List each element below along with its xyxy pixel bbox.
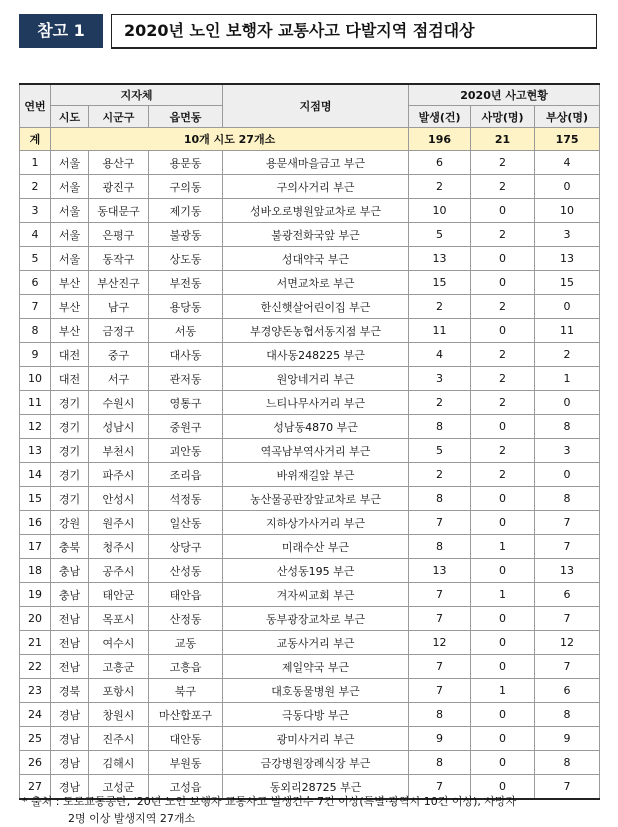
occurrences-cell: 13 <box>409 559 471 583</box>
sigungu-cell: 광진구 <box>89 175 149 199</box>
deaths-cell: 0 <box>471 487 535 511</box>
occurrences-cell: 2 <box>409 295 471 319</box>
sido-cell: 강원 <box>51 511 89 535</box>
location-cell: 구의사거리 부근 <box>223 175 409 199</box>
table-row <box>20 367 600 391</box>
deaths-cell: 0 <box>471 559 535 583</box>
sido-cell: 서울 <box>51 151 89 175</box>
occurrences-cell: 3 <box>409 367 471 391</box>
occurrences-cell: 15 <box>409 271 471 295</box>
table-row <box>20 535 600 559</box>
dong-cell: 산정동 <box>149 607 223 631</box>
row-number: 3 <box>20 199 51 223</box>
table-row <box>20 151 600 175</box>
row-number: 19 <box>20 583 51 607</box>
table-row <box>20 679 600 703</box>
row-number: 11 <box>20 391 51 415</box>
footnote-line-2: 2명 이상 발생지역 27개소 <box>68 812 196 825</box>
dong-cell: 괴안동 <box>149 439 223 463</box>
injuries-cell: 13 <box>535 247 600 271</box>
location-cell: 성대약국 부근 <box>223 247 409 271</box>
occurrences-cell: 9 <box>409 727 471 751</box>
location-cell: 미래수산 부근 <box>223 535 409 559</box>
dong-cell: 제기동 <box>149 199 223 223</box>
source-footnote <box>22 793 594 827</box>
deaths-cell: 0 <box>471 319 535 343</box>
deaths-cell: 2 <box>471 223 535 247</box>
sido-cell: 전남 <box>51 607 89 631</box>
occurrences-cell: 8 <box>409 415 471 439</box>
injuries-cell: 7 <box>535 607 600 631</box>
sido-cell: 전남 <box>51 655 89 679</box>
dong-cell: 용당동 <box>149 295 223 319</box>
sigungu-cell: 목포시 <box>89 607 149 631</box>
table-row <box>20 223 600 247</box>
table-row <box>20 559 600 583</box>
location-cell: 불광전화국앞 부근 <box>223 223 409 247</box>
deaths-cell: 0 <box>471 199 535 223</box>
dong-cell: 태안읍 <box>149 583 223 607</box>
occurrences-cell: 2 <box>409 175 471 199</box>
sigungu-cell: 중구 <box>89 343 149 367</box>
deaths-cell: 0 <box>471 631 535 655</box>
table-row <box>20 415 600 439</box>
sido-cell: 경기 <box>51 391 89 415</box>
total-summary: 10개 시도 27개소 <box>51 128 409 151</box>
occurrences-cell: 7 <box>409 607 471 631</box>
row-number: 13 <box>20 439 51 463</box>
injuries-cell: 3 <box>535 223 600 247</box>
injuries-cell: 7 <box>535 775 600 800</box>
location-cell: 지하상가사거리 부근 <box>223 511 409 535</box>
deaths-cell: 0 <box>471 751 535 775</box>
total-row <box>20 128 600 151</box>
injuries-cell: 6 <box>535 583 600 607</box>
table-row <box>20 247 600 271</box>
injuries-cell: 2 <box>535 343 600 367</box>
table-row <box>20 439 600 463</box>
sigungu-cell: 안성시 <box>89 487 149 511</box>
location-cell: 용문새마을금고 부근 <box>223 151 409 175</box>
table-row <box>20 175 600 199</box>
dong-cell: 일산동 <box>149 511 223 535</box>
sigungu-cell: 용산구 <box>89 151 149 175</box>
total-label: 계 <box>20 128 51 151</box>
row-number: 4 <box>20 223 51 247</box>
sido-cell: 서울 <box>51 223 89 247</box>
occurrences-cell: 8 <box>409 703 471 727</box>
injuries-cell: 3 <box>535 439 600 463</box>
dong-cell: 대사동 <box>149 343 223 367</box>
occurrences-cell: 8 <box>409 487 471 511</box>
total-occurrences: 196 <box>409 128 471 151</box>
injuries-cell: 7 <box>535 535 600 559</box>
location-cell: 광미사거리 부근 <box>223 727 409 751</box>
table-row <box>20 391 600 415</box>
row-number: 12 <box>20 415 51 439</box>
row-number: 26 <box>20 751 51 775</box>
row-number: 7 <box>20 295 51 319</box>
deaths-cell: 2 <box>471 343 535 367</box>
location-cell: 제일약국 부근 <box>223 655 409 679</box>
table-row <box>20 343 600 367</box>
page-title: 2020년 노인 보행자 교통사고 다발지역 점검대상 <box>124 21 475 40</box>
deaths-cell: 0 <box>471 655 535 679</box>
dong-cell: 고성읍 <box>149 775 223 800</box>
deaths-cell: 0 <box>471 511 535 535</box>
injuries-cell: 7 <box>535 511 600 535</box>
location-cell: 동부광장교차로 부근 <box>223 607 409 631</box>
injuries-cell: 9 <box>535 727 600 751</box>
sigungu-cell: 수원시 <box>89 391 149 415</box>
header-region: 지자체 <box>51 84 223 106</box>
header-sigungu: 시군구 <box>89 106 149 128</box>
table-row <box>20 607 600 631</box>
injuries-cell: 6 <box>535 679 600 703</box>
deaths-cell: 2 <box>471 463 535 487</box>
row-number: 16 <box>20 511 51 535</box>
occurrences-cell: 7 <box>409 679 471 703</box>
location-cell: 한신햇살어린이집 부근 <box>223 295 409 319</box>
location-cell: 역곡남부역사거리 부근 <box>223 439 409 463</box>
location-cell: 대사동248225 부근 <box>223 343 409 367</box>
row-number: 25 <box>20 727 51 751</box>
row-number: 24 <box>20 703 51 727</box>
sigungu-cell: 청주시 <box>89 535 149 559</box>
dong-cell: 서동 <box>149 319 223 343</box>
dong-cell: 구의동 <box>149 175 223 199</box>
occurrences-cell: 6 <box>409 151 471 175</box>
header-deaths: 사망(명) <box>471 106 535 128</box>
occurrences-cell: 5 <box>409 439 471 463</box>
header-accidents: 2020년 사고현황 <box>409 84 600 106</box>
deaths-cell: 0 <box>471 247 535 271</box>
sido-cell: 경기 <box>51 415 89 439</box>
dong-cell: 마산합포구 <box>149 703 223 727</box>
table-row <box>20 199 600 223</box>
table-row <box>20 487 600 511</box>
dong-cell: 용문동 <box>149 151 223 175</box>
sigungu-cell: 부산진구 <box>89 271 149 295</box>
deaths-cell: 2 <box>471 391 535 415</box>
dong-cell: 석정동 <box>149 487 223 511</box>
location-cell: 부경양돈농협서동지점 부근 <box>223 319 409 343</box>
dong-cell: 관저동 <box>149 367 223 391</box>
dong-cell: 북구 <box>149 679 223 703</box>
sido-cell: 부산 <box>51 271 89 295</box>
table-row <box>20 511 600 535</box>
header-sido: 시도 <box>51 106 89 128</box>
injuries-cell: 10 <box>535 199 600 223</box>
injuries-cell: 11 <box>535 319 600 343</box>
occurrences-cell: 7 <box>409 775 471 800</box>
row-number: 17 <box>20 535 51 559</box>
sigungu-cell: 태안군 <box>89 583 149 607</box>
row-number: 10 <box>20 367 51 391</box>
dong-cell: 조리읍 <box>149 463 223 487</box>
sigungu-cell: 원주시 <box>89 511 149 535</box>
injuries-cell: 13 <box>535 559 600 583</box>
occurrences-cell: 13 <box>409 247 471 271</box>
location-cell: 성남동4870 부근 <box>223 415 409 439</box>
injuries-cell: 8 <box>535 415 600 439</box>
sigungu-cell: 서구 <box>89 367 149 391</box>
sigungu-cell: 성남시 <box>89 415 149 439</box>
deaths-cell: 2 <box>471 175 535 199</box>
dong-cell: 교동 <box>149 631 223 655</box>
occurrences-cell: 2 <box>409 391 471 415</box>
sigungu-cell: 부천시 <box>89 439 149 463</box>
table-row <box>20 463 600 487</box>
location-cell: 교동사거리 부근 <box>223 631 409 655</box>
dong-cell: 고흥읍 <box>149 655 223 679</box>
header-no: 연번 <box>20 84 51 128</box>
row-number: 2 <box>20 175 51 199</box>
location-cell: 겨자씨교회 부근 <box>223 583 409 607</box>
injuries-cell: 0 <box>535 391 600 415</box>
table-row <box>20 295 600 319</box>
sido-cell: 전남 <box>51 631 89 655</box>
row-number: 1 <box>20 151 51 175</box>
row-number: 8 <box>20 319 51 343</box>
title-box <box>111 14 597 49</box>
occurrences-cell: 7 <box>409 583 471 607</box>
location-cell: 원앙네거리 부근 <box>223 367 409 391</box>
sido-cell: 대전 <box>51 367 89 391</box>
total-injuries: 175 <box>535 128 600 151</box>
deaths-cell: 0 <box>471 727 535 751</box>
deaths-cell: 1 <box>471 583 535 607</box>
table-row <box>20 751 600 775</box>
sigungu-cell: 금정구 <box>89 319 149 343</box>
table-row <box>20 583 600 607</box>
dong-cell: 중원구 <box>149 415 223 439</box>
occurrences-cell: 11 <box>409 319 471 343</box>
location-cell: 극동다방 부근 <box>223 703 409 727</box>
deaths-cell: 0 <box>471 775 535 800</box>
header-eupmyeondong: 읍면동 <box>149 106 223 128</box>
sido-cell: 충남 <box>51 559 89 583</box>
sido-cell: 경남 <box>51 751 89 775</box>
row-number: 21 <box>20 631 51 655</box>
sido-cell: 충남 <box>51 583 89 607</box>
page-header <box>19 14 595 48</box>
dong-cell: 산성동 <box>149 559 223 583</box>
dong-cell: 상당구 <box>149 535 223 559</box>
location-cell: 산성동195 부근 <box>223 559 409 583</box>
injuries-cell: 0 <box>535 463 600 487</box>
sido-cell: 경기 <box>51 487 89 511</box>
occurrences-cell: 7 <box>409 511 471 535</box>
row-number: 18 <box>20 559 51 583</box>
sigungu-cell: 남구 <box>89 295 149 319</box>
row-number: 6 <box>20 271 51 295</box>
sigungu-cell: 고흥군 <box>89 655 149 679</box>
sido-cell: 서울 <box>51 175 89 199</box>
sido-cell: 경남 <box>51 703 89 727</box>
sigungu-cell: 여수시 <box>89 631 149 655</box>
deaths-cell: 0 <box>471 271 535 295</box>
sigungu-cell: 김해시 <box>89 751 149 775</box>
row-number: 27 <box>20 775 51 800</box>
location-cell: 바위재길앞 부근 <box>223 463 409 487</box>
deaths-cell: 2 <box>471 151 535 175</box>
injuries-cell: 0 <box>535 295 600 319</box>
sido-cell: 경북 <box>51 679 89 703</box>
injuries-cell: 1 <box>535 367 600 391</box>
occurrences-cell: 10 <box>409 199 471 223</box>
sigungu-cell: 공주시 <box>89 559 149 583</box>
sigungu-cell: 동작구 <box>89 247 149 271</box>
sido-cell: 경남 <box>51 727 89 751</box>
row-number: 9 <box>20 343 51 367</box>
table-row <box>20 703 600 727</box>
location-cell: 대호동물병원 부근 <box>223 679 409 703</box>
deaths-cell: 2 <box>471 439 535 463</box>
row-number: 5 <box>20 247 51 271</box>
dong-cell: 영통구 <box>149 391 223 415</box>
sigungu-cell: 은평구 <box>89 223 149 247</box>
occurrences-cell: 8 <box>409 535 471 559</box>
dong-cell: 부원동 <box>149 751 223 775</box>
sido-cell: 부산 <box>51 319 89 343</box>
sigungu-cell: 진주시 <box>89 727 149 751</box>
row-number: 22 <box>20 655 51 679</box>
injuries-cell: 8 <box>535 703 600 727</box>
occurrences-cell: 4 <box>409 343 471 367</box>
table-row <box>20 319 600 343</box>
sido-cell: 경남 <box>51 775 89 800</box>
dong-cell: 부전동 <box>149 271 223 295</box>
row-number: 20 <box>20 607 51 631</box>
header-injuries: 부상(명) <box>535 106 600 128</box>
table-row <box>20 271 600 295</box>
injuries-cell: 8 <box>535 487 600 511</box>
reference-tag: 참고 1 <box>19 14 103 48</box>
total-deaths: 21 <box>471 128 535 151</box>
injuries-cell: 12 <box>535 631 600 655</box>
header-occurrences: 발생(건) <box>409 106 471 128</box>
sigungu-cell: 포항시 <box>89 679 149 703</box>
injuries-cell: 15 <box>535 271 600 295</box>
injuries-cell: 8 <box>535 751 600 775</box>
sido-cell: 서울 <box>51 199 89 223</box>
occurrences-cell: 2 <box>409 463 471 487</box>
row-number: 15 <box>20 487 51 511</box>
deaths-cell: 2 <box>471 367 535 391</box>
injuries-cell: 0 <box>535 175 600 199</box>
sido-cell: 부산 <box>51 295 89 319</box>
header-location: 지점명 <box>223 84 409 128</box>
header-row-1 <box>20 84 600 106</box>
occurrences-cell: 7 <box>409 655 471 679</box>
deaths-cell: 2 <box>471 295 535 319</box>
sigungu-cell: 동대문구 <box>89 199 149 223</box>
sido-cell: 충북 <box>51 535 89 559</box>
inspection-target-table <box>19 83 600 800</box>
row-number: 14 <box>20 463 51 487</box>
sido-cell: 서울 <box>51 247 89 271</box>
sigungu-cell: 파주시 <box>89 463 149 487</box>
dong-cell: 불광동 <box>149 223 223 247</box>
deaths-cell: 1 <box>471 679 535 703</box>
injuries-cell: 4 <box>535 151 600 175</box>
location-cell: 성바오로병원앞교차로 부근 <box>223 199 409 223</box>
injuries-cell: 7 <box>535 655 600 679</box>
sigungu-cell: 고성군 <box>89 775 149 800</box>
occurrences-cell: 12 <box>409 631 471 655</box>
footnote-line-1: * 출처 : 도로교통공단, '20년 노인 보행자 교통사고 발생건수 7건 이상(특별·광역시 10건 이상), 사망자 <box>22 795 517 808</box>
table-row <box>20 631 600 655</box>
occurrences-cell: 8 <box>409 751 471 775</box>
sido-cell: 경기 <box>51 463 89 487</box>
location-cell: 서면교차로 부근 <box>223 271 409 295</box>
sido-cell: 경기 <box>51 439 89 463</box>
dong-cell: 대안동 <box>149 727 223 751</box>
row-number: 23 <box>20 679 51 703</box>
sido-cell: 대전 <box>51 343 89 367</box>
dong-cell: 상도동 <box>149 247 223 271</box>
sigungu-cell: 창원시 <box>89 703 149 727</box>
occurrences-cell: 5 <box>409 223 471 247</box>
location-cell: 동외리28725 부근 <box>223 775 409 800</box>
deaths-cell: 0 <box>471 607 535 631</box>
table-row <box>20 727 600 751</box>
table-row <box>20 655 600 679</box>
deaths-cell: 1 <box>471 535 535 559</box>
location-cell: 느티나무사거리 부근 <box>223 391 409 415</box>
location-cell: 농산물공판장앞교차로 부근 <box>223 487 409 511</box>
location-cell: 금강병원장례식장 부근 <box>223 751 409 775</box>
deaths-cell: 0 <box>471 415 535 439</box>
deaths-cell: 0 <box>471 703 535 727</box>
